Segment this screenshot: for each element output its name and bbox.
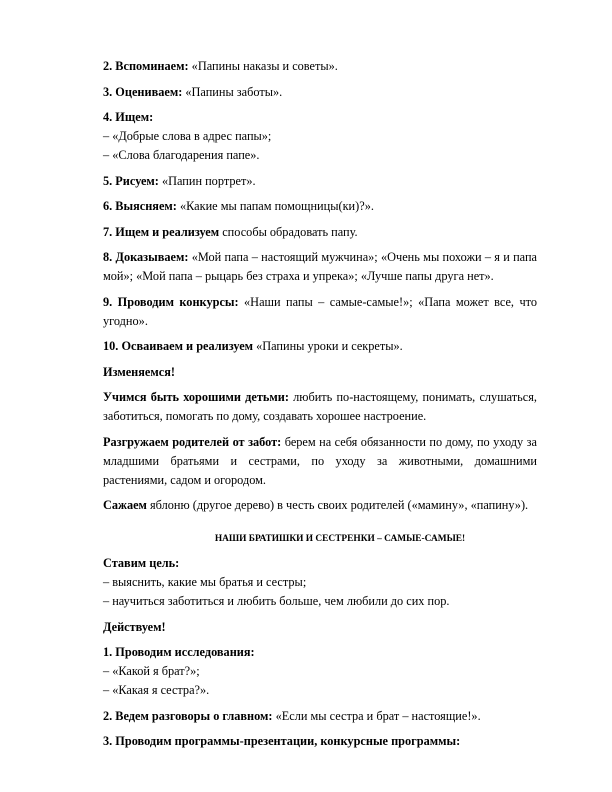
item-label: 8. Доказываем: [103, 250, 189, 264]
paragraph-good-children [103, 388, 537, 426]
item-label: 10. Осваиваем и реализуем [103, 339, 254, 353]
list-item [103, 681, 537, 700]
item-label: Сажаем [103, 498, 147, 512]
item-text: – «Какая я сестра?». [103, 683, 210, 697]
item-text: «Папины наказы и советы». [188, 59, 338, 73]
item-label: Действуем! [103, 619, 166, 634]
item-label: Изменяемся! [103, 364, 175, 379]
section-heading: НАШИ БРАТИШКИ И СЕСТРЕНКИ – САМЫЕ-САМЫЕ! [214, 534, 466, 544]
item-text: «Какие мы папам помощницы(ки)?». [176, 199, 374, 213]
item-text: – «Слова благодарения папе». [103, 148, 260, 162]
item-text: «Папины уроки и секреты». [253, 339, 403, 353]
list-item [103, 592, 537, 611]
item-2 [103, 57, 537, 76]
item-text: – «Какой я брат?»; [103, 664, 200, 678]
item-label: 4. Ищем: [103, 110, 154, 124]
item-label: Разгружаем родителей от забот: [103, 434, 282, 449]
list-item [103, 662, 537, 681]
item-text: «Наши папы – самые-самые!»; «Папа может все, что угодно». [103, 294, 537, 328]
item-text: яблоню (другое дерево) в честь своих родителей («мамину», «папину»). [146, 498, 529, 512]
paragraph-plant-tree [103, 496, 537, 515]
item-8 [103, 248, 537, 286]
item-label: 7. Ищем и реализуем [103, 224, 220, 239]
list-item [103, 573, 537, 592]
item-10 [103, 337, 537, 356]
item-5 [103, 172, 537, 191]
item-text: берем на себя обязанности по дому, по уходу за младшими братьями и сестрами, по уходу за животными, домашними растениями, садом и огородом. [103, 434, 537, 487]
item-7 [103, 223, 537, 242]
list-item [103, 127, 537, 146]
item-label: Учимся быть хорошими детьми: [103, 390, 289, 404]
item-programs [103, 732, 537, 751]
item-text: любить по-настоящему, понимать, слушаться, заботиться, помогать по дому, создавать хорошее настроение. [103, 390, 537, 423]
item-text: способы обрадовать папу. [219, 224, 358, 239]
item-text: «Если мы сестра и брат – настоящие!». [272, 708, 481, 723]
subheading-change [103, 363, 537, 382]
item-conversations [103, 707, 537, 726]
paragraph-relieve-parents [103, 433, 537, 490]
item-label: 5. Рисуем: [103, 173, 159, 188]
item-label: 2. Ведем разговоры о главном: [103, 708, 273, 723]
item-text: «Папин портрет». [158, 173, 256, 188]
item-9 [103, 293, 537, 331]
item-text: «Мой папа – настоящий мужчина»; «Очень мы похожи – я и папа мой»; «Мой папа – рыцарь без страха и упрека»; «Лучше папы друга нет». [103, 250, 537, 283]
item-label: 2. Вспоминаем: [103, 59, 189, 73]
act-heading [103, 618, 537, 637]
item-6 [103, 197, 537, 216]
item-research [103, 643, 537, 662]
item-label: Ставим цель: [103, 556, 180, 570]
item-3 [103, 83, 537, 102]
goal-heading [103, 554, 537, 573]
item-label: 6. Выясняем: [103, 199, 177, 213]
item-label: 3. Проводим программы-презентации, конкурсные программы: [103, 734, 461, 748]
item-4 [103, 108, 537, 127]
item-label: 3. Оцениваем: [103, 84, 183, 99]
item-text: – выяснить, какие мы братья и сестры; [103, 575, 307, 589]
item-text: – научиться заботиться и любить больше, чем любили до сих пор. [103, 594, 450, 608]
item-text: – «Добрые слова в адрес папы»; [103, 129, 272, 143]
list-item [103, 146, 537, 165]
item-label: 1. Проводим исследования: [103, 645, 255, 659]
item-label: 9. Проводим конкурсы: [103, 294, 239, 309]
item-text: «Папины заботы». [182, 84, 283, 99]
